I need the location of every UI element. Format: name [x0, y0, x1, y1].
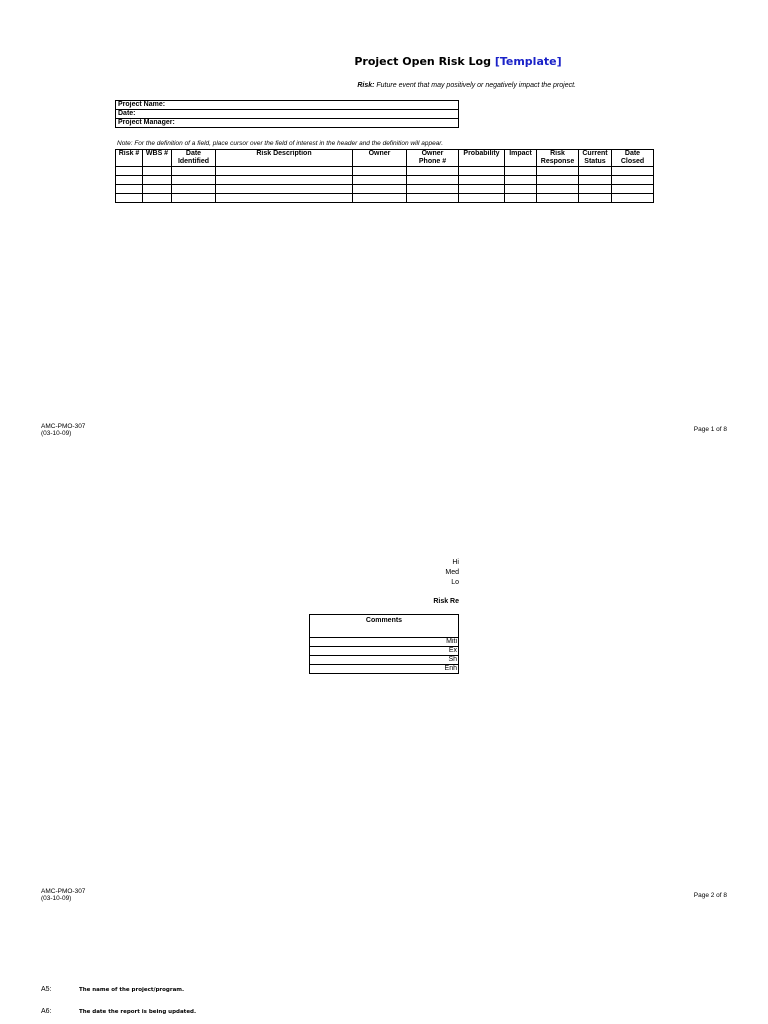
definition-code: A6: — [41, 1008, 52, 1015]
page1-footer-left — [41, 423, 85, 437]
col-risk-description[interactable]: Risk Description — [216, 150, 353, 167]
col-date-identified[interactable]: Date Identified — [172, 150, 216, 167]
comments-table — [309, 614, 459, 674]
project-info-table — [115, 100, 459, 128]
page2-footer-left — [41, 888, 85, 902]
col-current-status[interactable]: Current Status — [579, 150, 612, 167]
project-manager-field[interactable]: Project Manager: — [116, 119, 459, 128]
definition-text: The date the report is being updated. — [78, 1009, 197, 1015]
col-risk-number[interactable]: Risk # — [116, 150, 143, 167]
col-owner[interactable]: Owner — [353, 150, 407, 167]
footer-form-date: (03-10-09) — [41, 430, 72, 437]
title-main: Project Open Risk Log — [354, 55, 491, 68]
table-row[interactable] — [116, 194, 654, 203]
comments-header: Comments — [310, 615, 459, 638]
level-low: Lo — [451, 579, 459, 586]
col-date-closed[interactable]: Date Closed — [612, 150, 654, 167]
definition-code: A5: — [41, 986, 52, 993]
col-probability[interactable]: Probability — [459, 150, 505, 167]
definition-a5 — [41, 986, 184, 993]
level-high: Hi — [452, 559, 459, 566]
title-template-tag: [Template] — [494, 55, 562, 68]
footer-form-code: AMC-PMO-307 — [41, 423, 86, 430]
response-option-mitigate: Miti — [310, 638, 459, 647]
risk-response-title: Risk Re — [433, 598, 459, 605]
col-impact[interactable]: Impact — [505, 150, 537, 167]
table-row[interactable] — [116, 176, 654, 185]
risk-definition — [300, 82, 576, 89]
footer-form-code: AMC-PMO-307 — [41, 888, 86, 895]
risk-log-header-row — [116, 150, 654, 167]
table-row[interactable] — [116, 167, 654, 176]
definition-note: Note: For the definition of a field, place cursor over the field of interest in the header and the definition will appear. — [117, 140, 444, 147]
level-medium: Med — [445, 569, 459, 576]
col-risk-response[interactable]: Risk Response — [537, 150, 579, 167]
response-option-enhance: Enh — [310, 665, 459, 674]
page2-footer-page-number: Page 2 of 8 — [693, 892, 727, 899]
col-wbs-number[interactable]: WBS # — [143, 150, 172, 167]
project-name-field[interactable]: Project Name: — [116, 101, 459, 110]
risk-definition-text: Future event that may positively or negatively impact the project. — [376, 82, 576, 89]
definition-text: The name of the project/program. — [78, 987, 185, 993]
risk-log-table — [115, 149, 654, 203]
col-owner-phone[interactable]: Owner Phone # — [407, 150, 459, 167]
page1-footer-page-number: Page 1 of 8 — [693, 426, 727, 433]
response-option-share: Sh — [310, 656, 459, 665]
table-row[interactable] — [116, 185, 654, 194]
date-field[interactable]: Date: — [116, 110, 459, 119]
definition-a6 — [41, 1008, 196, 1015]
footer-form-date: (03-10-09) — [41, 895, 72, 902]
risk-label: Risk: — [357, 82, 375, 89]
response-option-exploit: Ex — [310, 647, 459, 656]
page-title — [0, 55, 768, 68]
